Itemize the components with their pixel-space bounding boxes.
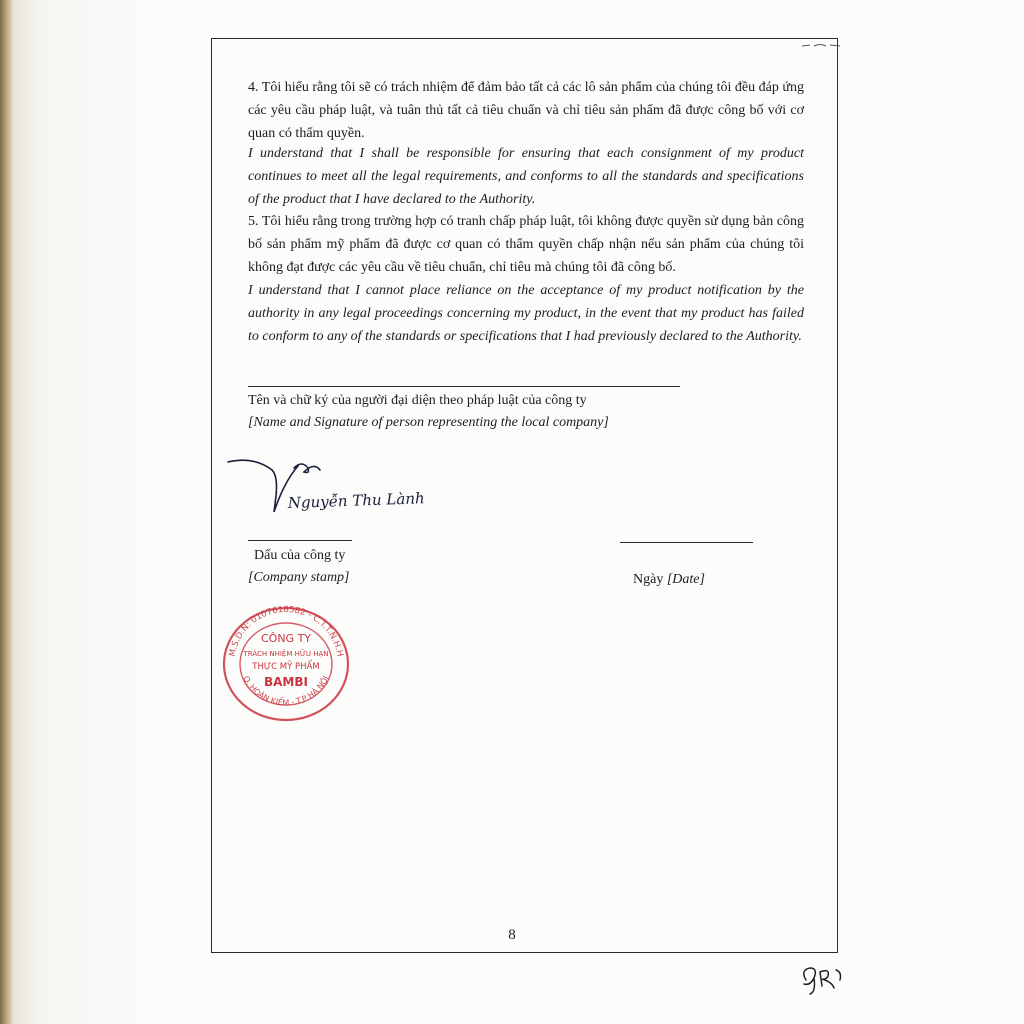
date-label-vi: Ngày	[633, 572, 664, 587]
signature-name: Nguyễn Thu Lành	[287, 489, 425, 512]
stamp-label-vi: Dấu của công ty	[254, 548, 346, 563]
clause-5-english: I understand that I cannot place reliance on the acceptance of my product notification by the authority in any legal proceedings concerning my product, in the event that my product has failed to conform to any of the standards or specifications that I had previously declared to the Authority.	[248, 283, 804, 344]
stamp-line-2: TRÁCH NHIỆM HỮU HẠN	[243, 650, 329, 658]
page-number: 8	[508, 927, 516, 943]
scan-edge	[0, 0, 148, 1024]
signature-line	[248, 386, 680, 387]
stamp-label-en: [Company stamp]	[248, 570, 350, 585]
date-label-en: [Date]	[666, 572, 705, 587]
clause-4-vietnamese: 4. Tôi hiểu rằng tôi sẽ có trách nhiệm để đảm bảo tất cả các lô sản phẩm của chúng tôi đều đáp ứng các yêu cầu pháp luật, và tuân thủ tất cả tiêu chuẩn và chỉ tiêu sản phẩm đã được công bố với cơ quan có thẩm quyền.	[248, 80, 804, 141]
date-line	[620, 542, 753, 543]
clause-4-english: I understand that I shall be responsible for ensuring that each consignment of my product continues to meet all the legal requirements, and conforms to all the standards and specifications of the product that I have declared to the Authority.	[248, 146, 804, 207]
corner-scribble-mark	[800, 40, 846, 50]
company-stamp	[218, 602, 354, 722]
handwritten-initials	[796, 962, 846, 998]
signature-label-en: [Name and Signature of person representing the local company]	[248, 415, 609, 430]
handwritten-signature	[224, 452, 484, 532]
date-label	[633, 569, 705, 591]
stamp-line-3: THỰC MỸ PHẨM	[252, 662, 320, 672]
stamp-line	[248, 540, 352, 541]
signature-label-vi: Tên và chữ ký của người đại diện theo pháp luật của công ty	[248, 393, 587, 408]
stamp-top-line: M.S.D.N: 0107618582 - C.T.T.N.H.H	[227, 604, 345, 658]
clause-5-vietnamese: 5. Tôi hiểu rằng trong trường hợp có tranh chấp pháp luật, tôi không được quyền sử dụng bản công bố sản phẩm mỹ phẩm đã được cơ quan có thẩm quyền chấp nhận nếu sản phẩm của chúng tôi không đạt được các yêu cầu về tiêu chuẩn, chỉ tiêu mà chúng tôi đã công bố.	[248, 214, 804, 275]
stamp-line-4: BAMBI	[264, 675, 308, 689]
stamp-bottom-line: Q. HOÀN KIẾM - T.P HÀ NỘI	[241, 674, 331, 708]
stamp-line-1: CÔNG TY	[260, 632, 312, 645]
